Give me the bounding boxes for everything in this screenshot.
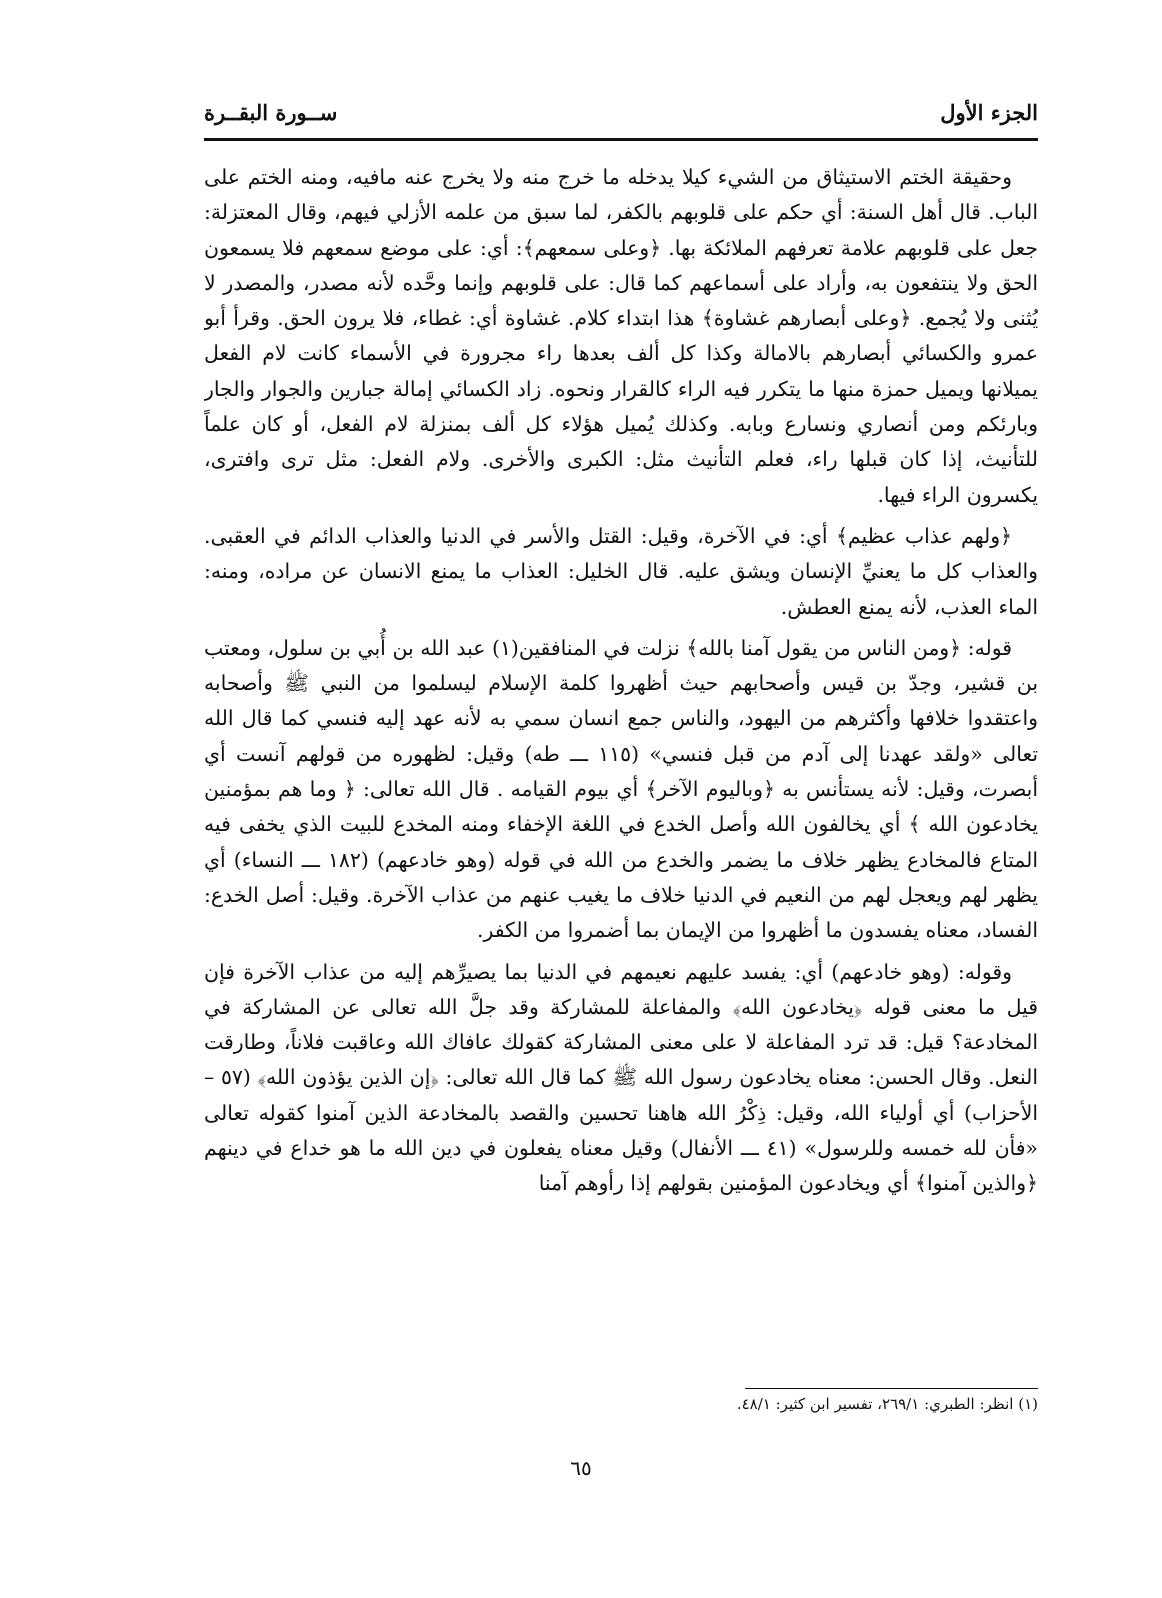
paragraph: وحقيقة الختم الاستيثاق من الشيء كيلا يدخله ما خرج منه ولا يخرج عنه مافيه، ومنه الختم على الباب. قال أهل السنة: أي حكم على قلوبهم بالكفر، لما سبق من علمه الأزلي فيهم، وقال المعتزلة: جعل على قلوبهم علامة تعرفهم الملائكة بها. ﴿وعلى سمعهم﴾: أي: على موضع سمعهم فلا يسمعون الحق ولا ينتفعون به، وأراد على أسماعهم كما قال: على قلوبهم وإنما وحَّده لأنه مصدر، والمصدر لا يُثنى ولا يُجمع. ﴿وعلى أبصارهم غشاوة﴾ هذا ابتداء كلام. غشاوة أي: غطاء، فلا يرون الحق. وقرأ أبو عمرو والكسائي أبصارهم بالامالة وكذا كل ألف بعدها راء مجرورة في الأسماء كانت لام الفعل يميلانها ويميل حمزة منها ما يتكرر فيه الراء كالقرار ونحوه. زاد الكسائي إمالة جبارين والجوار والجار وبارئكم ومن أنصاري ونسارع وبابه. وكذلك يُميل هؤلاء كل ألف بمنزلة لام الفعل، أو كان علماً للتأنيث، إذا كان قبلها راء، فعلم التأنيث مثل: الكبرى والأخرى. ولام الفعل: مثل ترى وافترى، يكسرون الراء فيها.: [204, 165, 1038, 507]
surah-title: ســورة البقــرة: [204, 100, 338, 125]
paragraph: وقوله: (وهو خادعهم) أي: يفسد عليهم نعيمهم في الدنيا بما يصيرِّهم إليه من عذاب الآخرة فإن قيل ما معنى قوله ﴿يخادعون الله﴾ والمفاعلة للمشاركة وقد جلَّ الله تعالى عن المشاركة في المخادعة؟ قيل: قد ترد المفاعلة لا على معنى المشاركة كقولك عافاك الله وعاقبت فلاناً، وطارقت النعل. وقال الحسن: معناه يخادعون رسول الله ﷺ كما قال الله تعالى: ﴿إن الذين يؤذون الله﴾ (٥٧ – الأحزاب) أي أولياء الله، وقيل: ذِكْرُ الله هاهنا تحسين والقصد بالمخادعة الذين آمنوا كقوله تعالى «فأن لله خمسه وللرسول» (٤١ ـــ الأنفال) وقيل معناه يفعلون في دين الله ما هو خداع في دينهم ﴿والذين آمنوا﴾ أي ويخادعون المؤمنين بقولهم إذا رأوهم آمنا: [204, 959, 1038, 1196]
body-text: [204, 160, 1038, 1375]
header-divider: [204, 138, 1038, 141]
footnote: (١) انظر: الطبري: ٢٦٩/١، تفسير ابن كثير: ٤٨/١.: [736, 1395, 1038, 1413]
paragraph: قوله: ﴿ومن الناس من يقول آمنا بالله﴾ نزلت في المنافقين(١) عبد الله بن أُبي بن سلول، ومعتب بن قشير، وجدّ بن قيس وأصحابهم حيث أظهروا كلمة الإسلام ليسلموا من النبي ﷺ وأصحابه واعتقدوا خلافها وأكثرهم من اليهود، والناس جمع انسان سمي به لأنه عهد إليه فنسي كما قال الله تعالى «ولقد عهدنا إلى آدم من قبل فنسي» (١١٥ ـــ طه) وقيل: لظهوره من قولهم آنست أي أبصرت، وقيل: لأنه يستأنس به ﴿وباليوم الآخر﴾ أي بيوم القيامه . قال الله تعالى: ﴿ وما هم بمؤمنين يخادعون الله ﴾ أي يخالفون الله وأصل الخدع في اللغة الإخفاء ومنه المخدع للبيت الذي يخفى فيه المتاع فالمخادع يظهر خلاف ما يضمر والخدع من الله في قوله (وهو خادعهم) (١٨٢ ـــ النساء) أي يظهر لهم ويعجل لهم من النعيم في الدنيا خلاف ما يغيب عنهم من عذاب الآخرة. وقيل: أصل الخدع: الفساد، معناه يفسدون ما أظهروا من الإيمان بما أضمروا من الكفر.: [204, 635, 1038, 943]
running-header: [204, 100, 1038, 132]
footnote-divider: [745, 1388, 1038, 1389]
part-title: الجزء الأول: [940, 100, 1038, 125]
paragraph: ﴿ولهم عذاب عظيم﴾ أي: في الآخرة، وقيل: القتل والأسر في الدنيا والعذاب الدائم في العقبى. والعذاب كل ما يعنيِّ الإنسان ويشق عليه. قال الخليل: العذاب ما يمنع الانسان عن مراده، ومنه: الماء العذب، لأنه يمنع العطش.: [204, 523, 1038, 619]
page-number: ٦٥: [570, 1456, 592, 1480]
